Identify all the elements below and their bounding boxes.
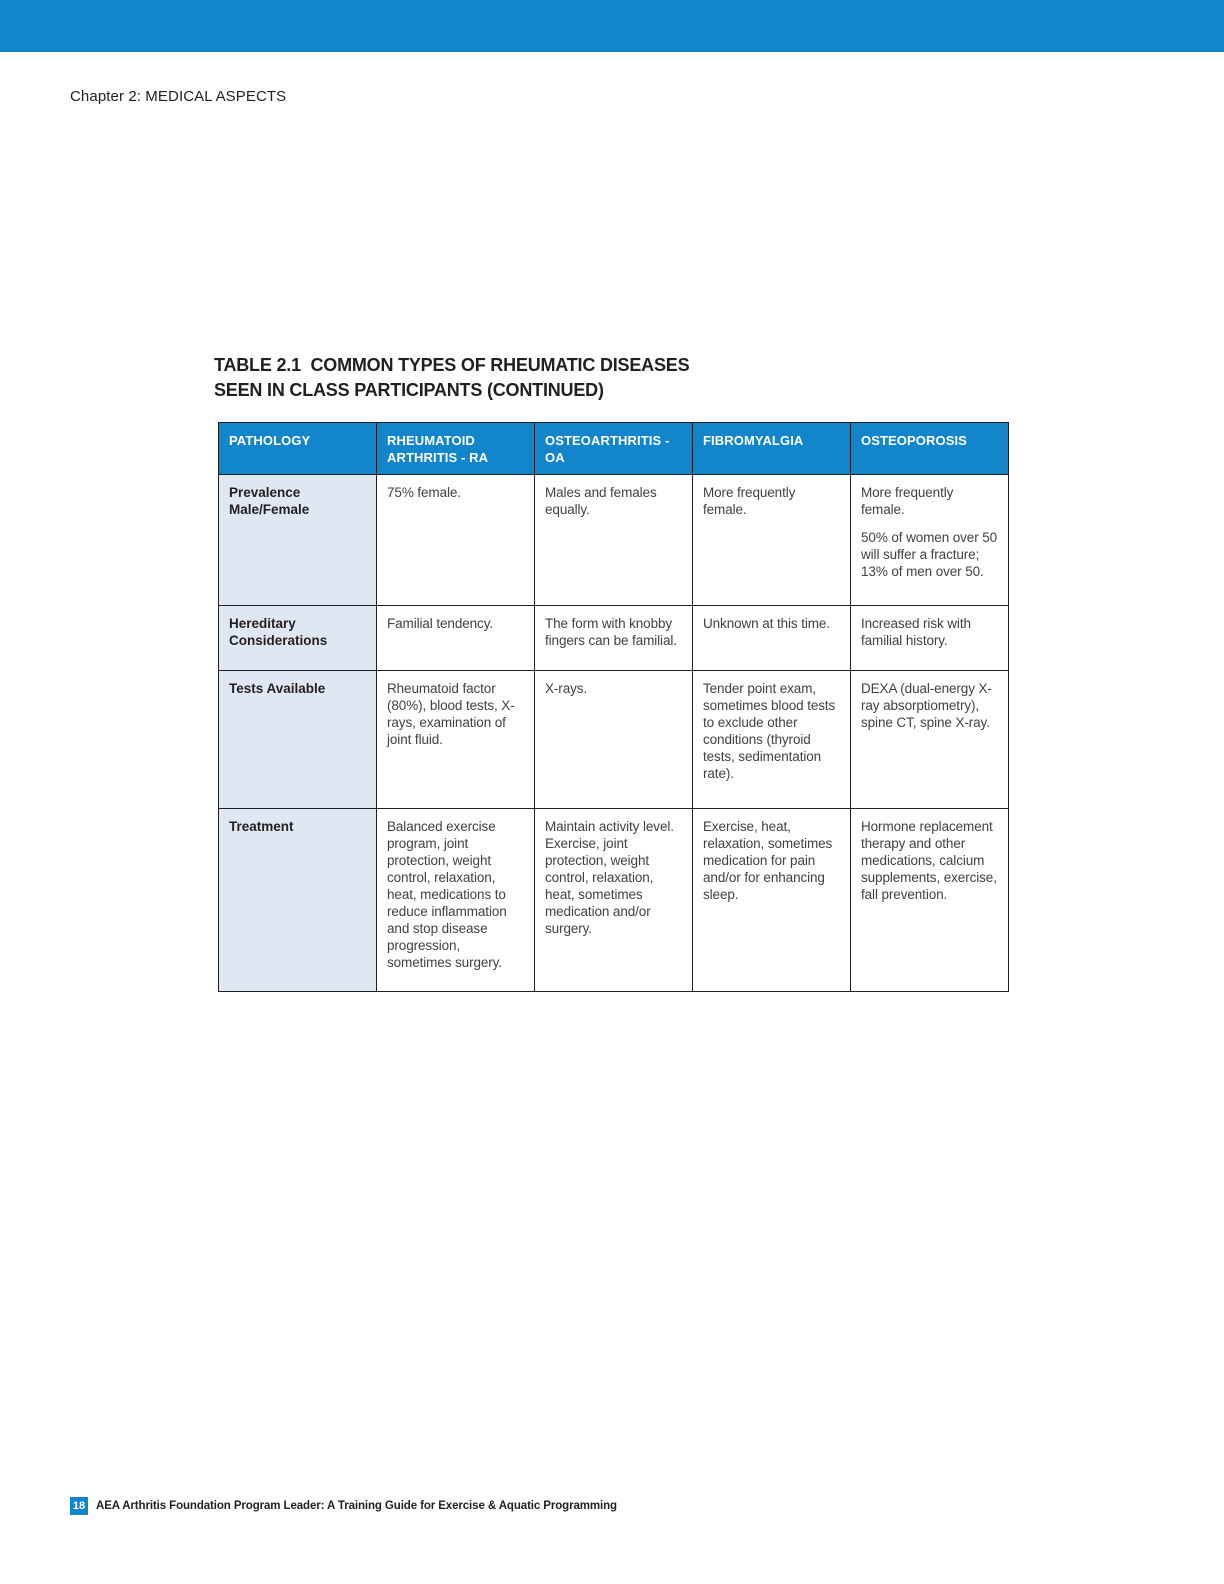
table-cell (377, 671, 535, 809)
table-cell-paragraph: Maintain activity level. Exercise, joint protection, weight control, relaxation, heat, sometimes medication and/or surgery. (545, 819, 674, 936)
table-cell-paragraph: Balanced exercise program, joint protection, weight control, relaxation, heat, medications to reduce inflammation and stop disease progression, sometimes surgery. (387, 819, 507, 970)
column-header-osteoporosis: OSTEOPOROSIS (851, 423, 1009, 475)
row-label: Treatment (219, 809, 377, 992)
table-cell (851, 475, 1009, 606)
table-row (219, 475, 1009, 606)
table-cell-paragraph: Exercise, heat, relaxation, sometimes medication for pain and/or for enhancing sleep. (703, 819, 833, 902)
top-accent-bar (0, 0, 1224, 52)
table-cell-paragraph: 50% of women over 50 will suffer a fracture; 13% of men over 50. (861, 530, 998, 579)
table-cell-paragraph: The form with knobby fingers can be familial. (545, 616, 677, 648)
row-label: Prevalence Male/Female (219, 475, 377, 606)
table-cell-paragraph: Tender point exam, sometimes blood tests to exclude other conditions (thyroid tests, sedimentation rate). (703, 681, 836, 781)
table-cell-paragraph: Unknown at this time. (703, 616, 830, 631)
table-cell (377, 606, 535, 671)
chapter-heading: Chapter 2: MEDICAL ASPECTS (70, 88, 287, 105)
table-cell-paragraph: Increased risk with familial history. (861, 616, 971, 648)
table-cell-paragraph: Familial tendency. (387, 616, 493, 631)
page-number-badge: 18 (70, 1497, 88, 1515)
table-cell (535, 475, 693, 606)
table-header-row (219, 423, 1009, 475)
column-header-rheumatoid-arthritis: RHEUMATOID ARTHRITIS - RA (377, 423, 535, 475)
table-cell (535, 809, 693, 992)
table-cell-paragraph: More frequently female. (861, 485, 954, 517)
table-cell (377, 475, 535, 606)
column-header-osteoarthritis: OSTEOARTHRITIS - OA (535, 423, 693, 475)
table-cell (693, 606, 851, 671)
table-cell-paragraph: 75% female. (387, 485, 461, 500)
column-header-pathology: PATHOLOGY (219, 423, 377, 475)
table-cell-paragraph: DEXA (dual-energy X-ray absorptiometry), spine CT, spine X-ray. (861, 681, 992, 730)
table-cell (693, 475, 851, 606)
footer-text: AEA Arthritis Foundation Program Leader: A Training Guide for Exercise & Aquatic Programming (96, 1500, 617, 1512)
table-cell (535, 606, 693, 671)
table-cell-paragraph: Rheumatoid factor (80%), blood tests, X-rays, examination of joint fluid. (387, 681, 515, 747)
table-row (219, 671, 1009, 809)
table-cell (693, 809, 851, 992)
column-header-fibromyalgia: FIBROMYALGIA (693, 423, 851, 475)
table-cell-paragraph: X-rays. (545, 681, 588, 696)
table-row (219, 809, 1009, 992)
table-title (214, 353, 689, 403)
row-label: Tests Available (219, 671, 377, 809)
table-cell (535, 671, 693, 809)
rheumatic-diseases-table (218, 422, 1009, 992)
table-cell (377, 809, 535, 992)
table-row (219, 606, 1009, 671)
table-cell (851, 671, 1009, 809)
table-cell (851, 809, 1009, 992)
table-cell (851, 606, 1009, 671)
table-cell-paragraph: Hormone replacement therapy and other medications, calcium supplements, exercise, fall prevention. (861, 819, 997, 902)
row-label: Hereditary Considerations (219, 606, 377, 671)
table-cell-paragraph: Males and females equally. (545, 485, 657, 517)
table-cell-paragraph: More frequently female. (703, 485, 796, 517)
table-body (219, 475, 1009, 992)
table-cell (693, 671, 851, 809)
table-title-line1: TABLE 2.1 COMMON TYPES OF RHEUMATIC DISEASES (214, 355, 690, 375)
table-title-line2: SEEN IN CLASS PARTICIPANTS (CONTINUED) (214, 380, 604, 400)
